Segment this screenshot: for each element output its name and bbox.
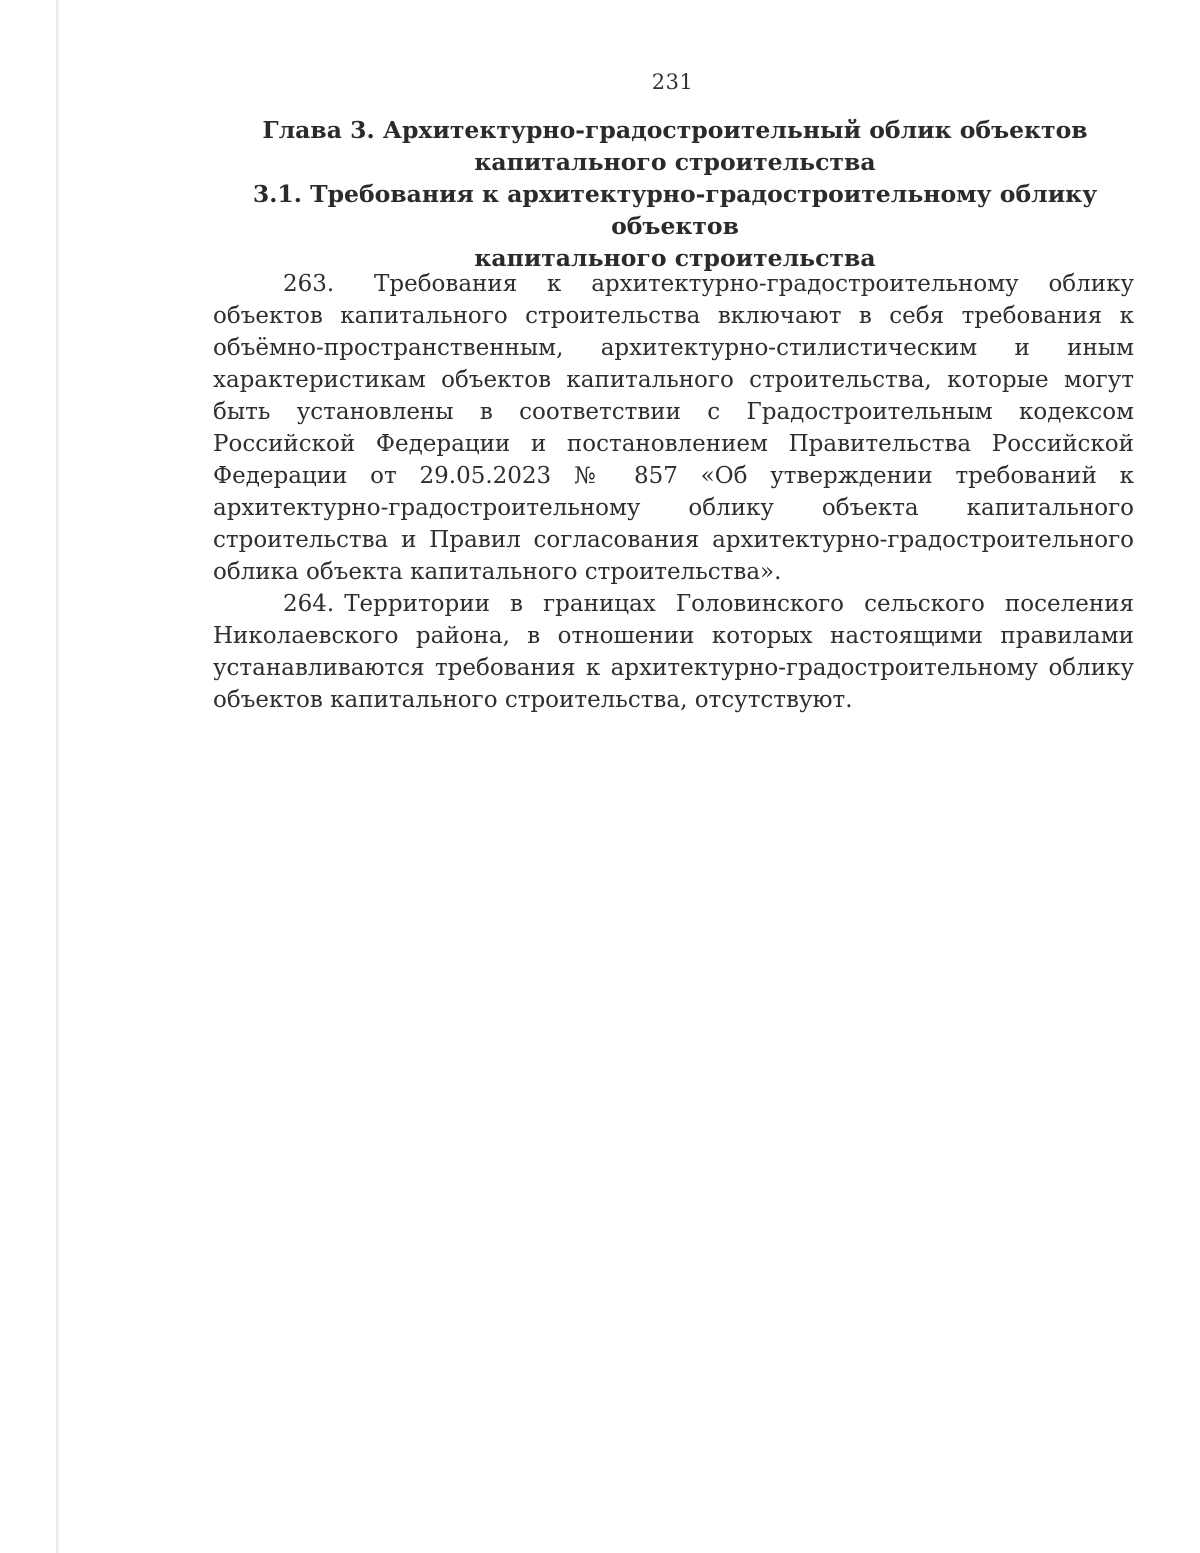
section-title-line-2: капитального строительства: [474, 244, 876, 272]
paragraph-text: Территории в границах Головинского сельского поселения Николаевского района, в отношении которых настоящими правилами устанавливаются требования к архитектурно-градостроительному облику объектов капитального строительства, отсутствуют.: [213, 591, 1134, 713]
paragraph-text: Требования к архитектурно-градостроительному облику объектов капитального строительства включают в себя требования к объёмно-пространственным, архитектурно-стилистическим и иным характеристикам объектов капитального строительства, которые могут быть установлены в соответствии с Градостроительным кодексом Российской Федерации и постановлением Правительства Российской Федерации от 29.05.2023 № 857 «Об утверждении требований к архитектурно-градостроительному облику объекта капитального строительства и Правил согласования архитектурно-градостроительного облика объекта капитального строительства».: [213, 271, 1135, 585]
chapter-title-line-2: капитального строительства: [474, 148, 876, 176]
page-number: 231: [651, 70, 694, 94]
paragraph-number: 264.: [283, 591, 335, 617]
section-title-line-1: 3.1. Требования к архитектурно-градостроительному облику объектов: [252, 180, 1098, 240]
paragraph-number: 263.: [283, 271, 335, 297]
document-body: [213, 268, 1134, 716]
scan-edge-shadow: [56, 0, 59, 1553]
chapter-title-line-1: Глава 3. Архитектурно-градостроительный облик объектов: [262, 116, 1088, 144]
paragraph-263: [213, 268, 1134, 588]
paragraph-264: [213, 588, 1134, 716]
chapter-headings: [215, 114, 1135, 274]
